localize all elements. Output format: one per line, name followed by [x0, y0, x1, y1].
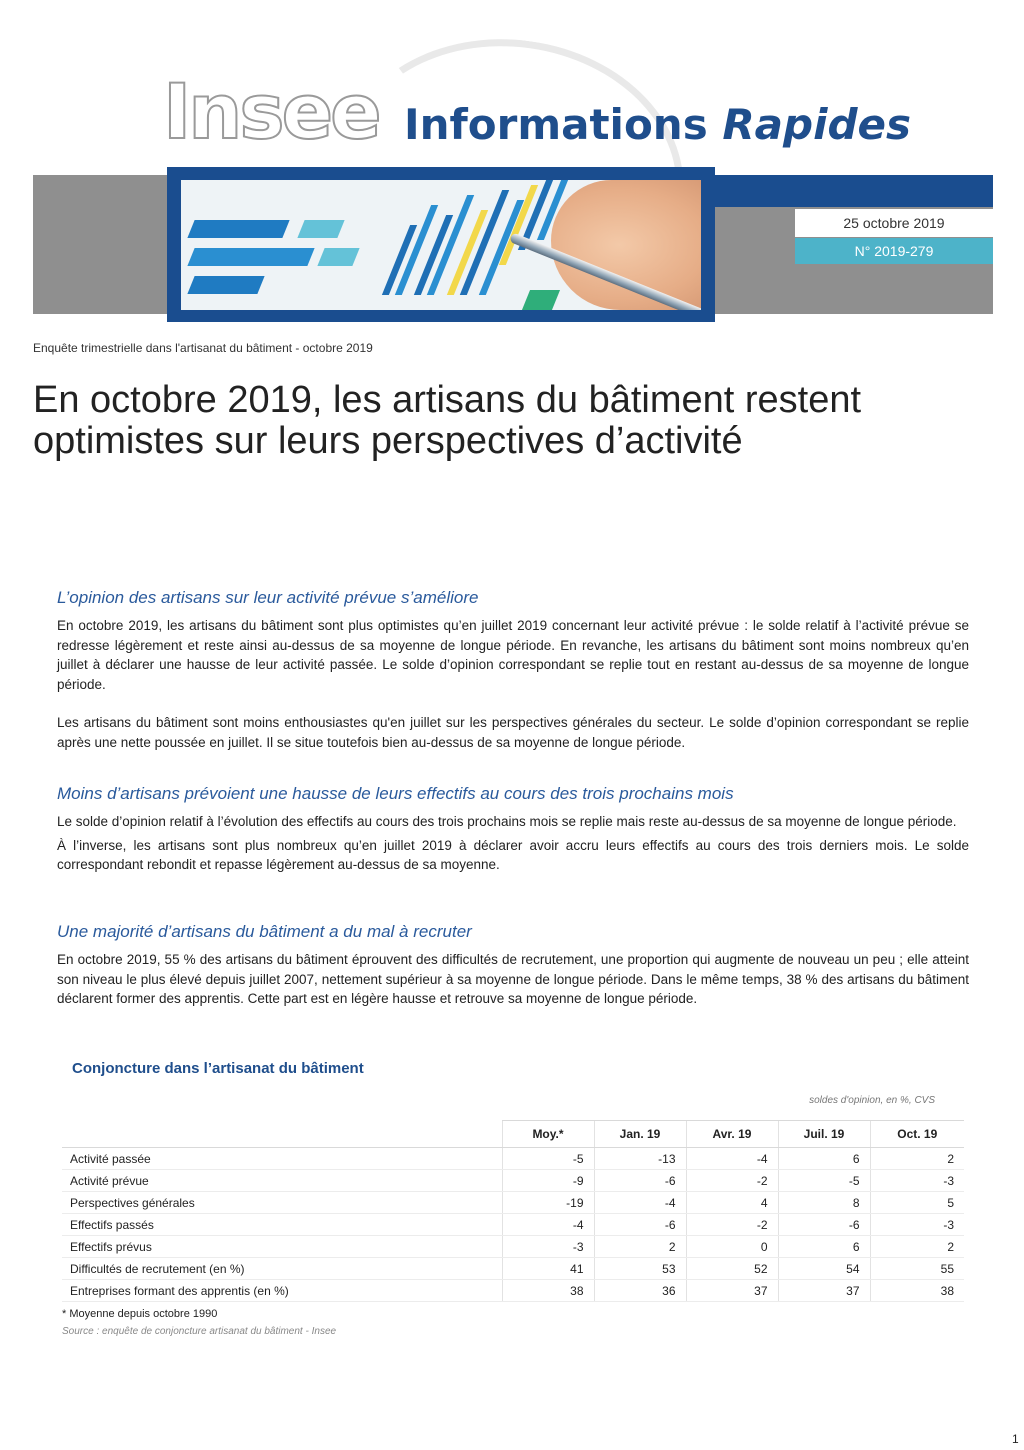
table-cell: 52 [686, 1258, 778, 1280]
row-label: Activité passée [62, 1148, 502, 1170]
table-row [62, 1236, 964, 1258]
table-cell: 37 [686, 1280, 778, 1302]
table-cell: 8 [778, 1192, 870, 1214]
table-cell: -6 [778, 1214, 870, 1236]
table-cell: -13 [594, 1148, 686, 1170]
section-heading: L’opinion des artisans sur leur activité prévue s’améliore [57, 588, 479, 607]
table-row [62, 1192, 964, 1214]
table-cell: 41 [502, 1258, 594, 1280]
row-label: Perspectives générales [62, 1192, 502, 1214]
publication-title-main: Informations [404, 100, 708, 149]
table-cell: -2 [686, 1214, 778, 1236]
table-cell: 0 [686, 1236, 778, 1258]
publication-date: 25 octobre 2019 [795, 209, 993, 237]
row-label: Effectifs prévus [62, 1236, 502, 1258]
table-cell: 4 [686, 1192, 778, 1214]
headline: En octobre 2019, les artisans du bâtiment restent optimistes sur leurs perspectives d’activité [33, 379, 862, 462]
section-paragraph: Le solde d’opinion relatif à l’évolution des effectifs au cours des trois prochains mois se replie mais reste au-dessus de sa moyenne de longue période. [57, 814, 957, 829]
section-paragraph: En octobre 2019, les artisans du bâtiment sont plus optimistes qu’en juillet 2019 concernant leur activité prévue : le solde relatif à l’activité prévue se redresse légèrement et reste ainsi au-dessus de sa moyenne de longue période. En revanche, les artisans du bâtiment sont moins nombreux qu’en juillet à déclarer une hausse de leur activité passée. Le solde d’opinion correspondant se replie tout en restant au-dessus de sa moyenne de longue période. [57, 618, 969, 692]
publication-number: N° 2019-279 [795, 238, 993, 264]
table-cell: -5 [502, 1148, 594, 1170]
section-workforce [57, 784, 969, 875]
table-cell: 5 [870, 1192, 964, 1214]
table-cell: -6 [594, 1214, 686, 1236]
table-title: Conjoncture dans l’artisanat du bâtiment [72, 1060, 364, 1077]
section-paragraph: En octobre 2019, 55 % des artisans du bâtiment éprouvent des difficultés de recrutement, une proportion qui augmente de nouveau un peu ; elle atteint son niveau le plus élevé depuis juillet 2007, nettement supérieur à sa moyenne de longue période. Dans le même temps, 38 % des artisans du bâtiment déclarent former des apprentis. Cette part est en légère hausse et retrouve sa moyenne de longue période. [57, 952, 969, 1006]
conjoncture-table [62, 1120, 964, 1302]
table-cell: 37 [778, 1280, 870, 1302]
table-cell: -3 [502, 1236, 594, 1258]
column-header: Avr. 19 [686, 1121, 778, 1148]
column-header: Juil. 19 [778, 1121, 870, 1148]
table-cell: 6 [778, 1148, 870, 1170]
table-cell: -9 [502, 1170, 594, 1192]
table-cell: -3 [870, 1170, 964, 1192]
table-cell: -19 [502, 1192, 594, 1214]
table-cell: -6 [594, 1170, 686, 1192]
column-header: Oct. 19 [870, 1121, 964, 1148]
table-row [62, 1280, 964, 1302]
table-cell: 38 [870, 1280, 964, 1302]
publication-title [404, 100, 912, 149]
table-cell: -3 [870, 1214, 964, 1236]
section-paragraph: Les artisans du bâtiment sont moins enthousiastes qu'en juillet sur les perspectives générales du secteur. Le solde d’opinion correspondant se replie après une nette poussée en juillet. Il se situe toutefois bien au-dessus de sa moyenne de longue période. [57, 715, 969, 750]
section-heading: Moins d’artisans prévoient une hausse de leurs effectifs au cours des trois prochains mois [57, 784, 734, 803]
row-label: Difficultés de recrutement (en %) [62, 1258, 502, 1280]
table-cell: 55 [870, 1258, 964, 1280]
table-cell: 36 [594, 1280, 686, 1302]
header-blue-strip [715, 175, 993, 207]
table-header-empty [62, 1121, 502, 1148]
table-header-row [62, 1121, 964, 1148]
table-cell: 2 [870, 1236, 964, 1258]
row-label: Activité prévue [62, 1170, 502, 1192]
publication-title-accent: Rapides [722, 100, 912, 149]
table-cell: 38 [502, 1280, 594, 1302]
table-row [62, 1148, 964, 1170]
table-cell: -5 [778, 1170, 870, 1192]
table-cell: 53 [594, 1258, 686, 1280]
section-heading: Une majorité d’artisans du bâtiment a du mal à recruter [57, 922, 472, 941]
table-source: Source : enquête de conjoncture artisanat du bâtiment - Insee [62, 1326, 337, 1337]
row-label: Effectifs passés [62, 1214, 502, 1236]
row-label: Entreprises formant des apprentis (en %) [62, 1280, 502, 1302]
table-cell: -4 [502, 1214, 594, 1236]
table-cell: 2 [594, 1236, 686, 1258]
survey-label: Enquête trimestrielle dans l'artisanat du bâtiment - octobre 2019 [33, 341, 373, 355]
table-footnote: * Moyenne depuis octobre 1990 [62, 1308, 218, 1320]
table-cell: -4 [594, 1192, 686, 1214]
table-cell: 2 [870, 1148, 964, 1170]
header-photo-chart-hand [181, 180, 701, 310]
table-unit: soldes d'opinion, en %, CVS [809, 1095, 935, 1106]
insee-logo: Insee [163, 67, 379, 156]
section-paragraph: À l’inverse, les artisans sont plus nombreux qu’en juillet 2019 à déclarer avoir accru leurs effectifs au cours des trois derniers mois. Le solde correspondant rebondit et repasse légèrement au-dessus de sa moyenne. [57, 837, 969, 872]
table-cell: -2 [686, 1170, 778, 1192]
table-row [62, 1170, 964, 1192]
table-cell: 54 [778, 1258, 870, 1280]
table-cell: 6 [778, 1236, 870, 1258]
table-row [62, 1258, 964, 1280]
table-row [62, 1214, 964, 1236]
section-activity [57, 588, 969, 752]
table-cell: -4 [686, 1148, 778, 1170]
page-number: 1 [1012, 1432, 1019, 1446]
column-header: Moy.* [502, 1121, 594, 1148]
section-recruitment [57, 922, 969, 1009]
column-header: Jan. 19 [594, 1121, 686, 1148]
